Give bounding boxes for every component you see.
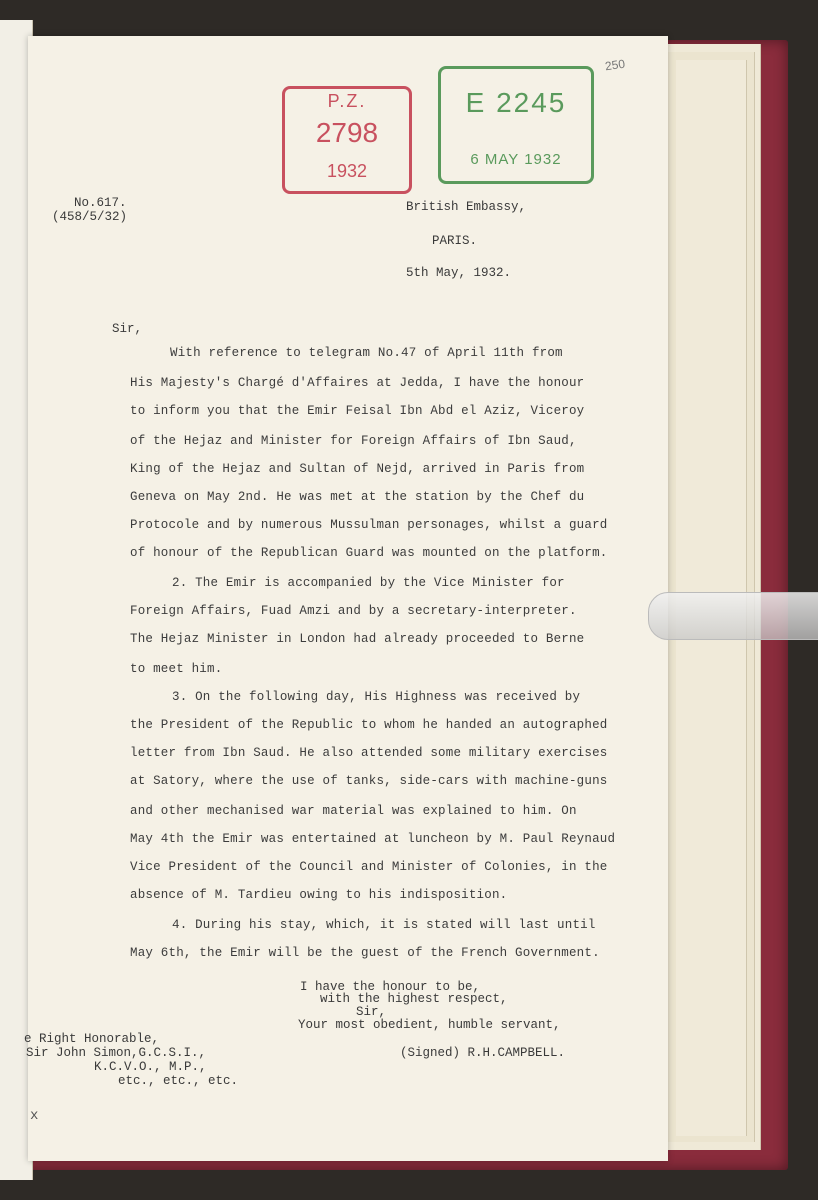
- stamp-green-number: E 2245: [465, 87, 567, 118]
- letter-date: 5th May, 1932.: [406, 266, 512, 280]
- body-line: His Majesty's Chargé d'Affaires at Jedda, I have the honour: [130, 376, 585, 390]
- body-line: Protocole and by numerous Mussulman personages, whilst a guard: [130, 518, 608, 532]
- closing-line: with the highest respect,: [320, 992, 508, 1006]
- body-line: 4. During his stay, which, it is stated will last until: [172, 918, 596, 932]
- stamp-red-number: 2798: [315, 117, 379, 148]
- body-line: May 4th the Emir was entertained at luncheon by M. Paul Reynaud: [130, 832, 616, 846]
- addressee-line: Sir John Simon,G.C.S.I.,: [26, 1046, 207, 1060]
- body-line: of honour of the Republican Guard was mounted on the platform.: [130, 546, 608, 560]
- sender-line1: British Embassy,: [406, 200, 527, 214]
- reference-number: No.617.: [74, 196, 127, 210]
- closing-line: Your most obedient, humble servant,: [298, 1018, 561, 1032]
- sender-line2: PARIS.: [432, 234, 478, 248]
- body-line: at Satory, where the use of tanks, side-cars with machine-guns: [130, 774, 608, 788]
- body-line: absence of M. Tardieu owing to his indisposition.: [130, 888, 508, 902]
- body-line: the President of the Republic to whom he handed an autographed: [130, 718, 608, 732]
- body-line: of the Hejaz and Minister for Foreign Affairs of Ibn Saud,: [130, 434, 577, 448]
- body-line: Geneva on May 2nd. He was met at the station by the Chef du: [130, 490, 585, 504]
- body-line: Vice President of the Council and Minister of Colonies, in the: [130, 860, 608, 874]
- stamp-green-date: 6 MAY 1932: [470, 151, 562, 168]
- green-registry-stamp: [438, 66, 594, 184]
- signature: (Signed) R.H.CAMPBELL.: [400, 1046, 566, 1060]
- stamp-red-year: 1932: [326, 161, 368, 181]
- body-line: to meet him.: [130, 662, 223, 676]
- addressee-line: etc., etc., etc.: [118, 1074, 239, 1088]
- salutation: Sir,: [112, 322, 143, 336]
- body-line: May 6th, the Emir will be the guest of the French Government.: [130, 946, 600, 960]
- closing-line: Sir,: [356, 1005, 387, 1019]
- closing-line: I have the honour to be,: [300, 980, 481, 994]
- reference-file: (458/5/32): [52, 210, 128, 224]
- body-line: and other mechanised war material was explained to him. On: [130, 804, 577, 818]
- addressee-line: e Right Honorable,: [24, 1032, 160, 1046]
- red-registry-stamp: [282, 86, 412, 194]
- folio-number: 250: [604, 56, 626, 74]
- body-line: 3. On the following day, His Highness was received by: [172, 690, 581, 704]
- body-line: With reference to telegram No.47 of April 11th from: [170, 346, 563, 360]
- body-line: Foreign Affairs, Fuad Amzi and by a secretary-interpreter.: [130, 604, 577, 618]
- body-line: 2. The Emir is accompanied by the Vice Minister for: [172, 576, 565, 590]
- stamp-red-top: P.Z.: [327, 91, 367, 111]
- margin-mark: x: [30, 1108, 39, 1124]
- body-line: King of the Hejaz and Sultan of Nejd, arrived in Paris from: [130, 462, 585, 476]
- body-line: The Hejaz Minister in London had already proceeded to Berne: [130, 632, 585, 646]
- body-line: to inform you that the Emir Feisal Ibn Abd el Aziz, Viceroy: [130, 404, 585, 418]
- addressee-line: K.C.V.O., M.P.,: [94, 1060, 207, 1074]
- page-clip: [648, 592, 818, 640]
- body-line: letter from Ibn Saud. He also attended some military exercises: [130, 746, 608, 760]
